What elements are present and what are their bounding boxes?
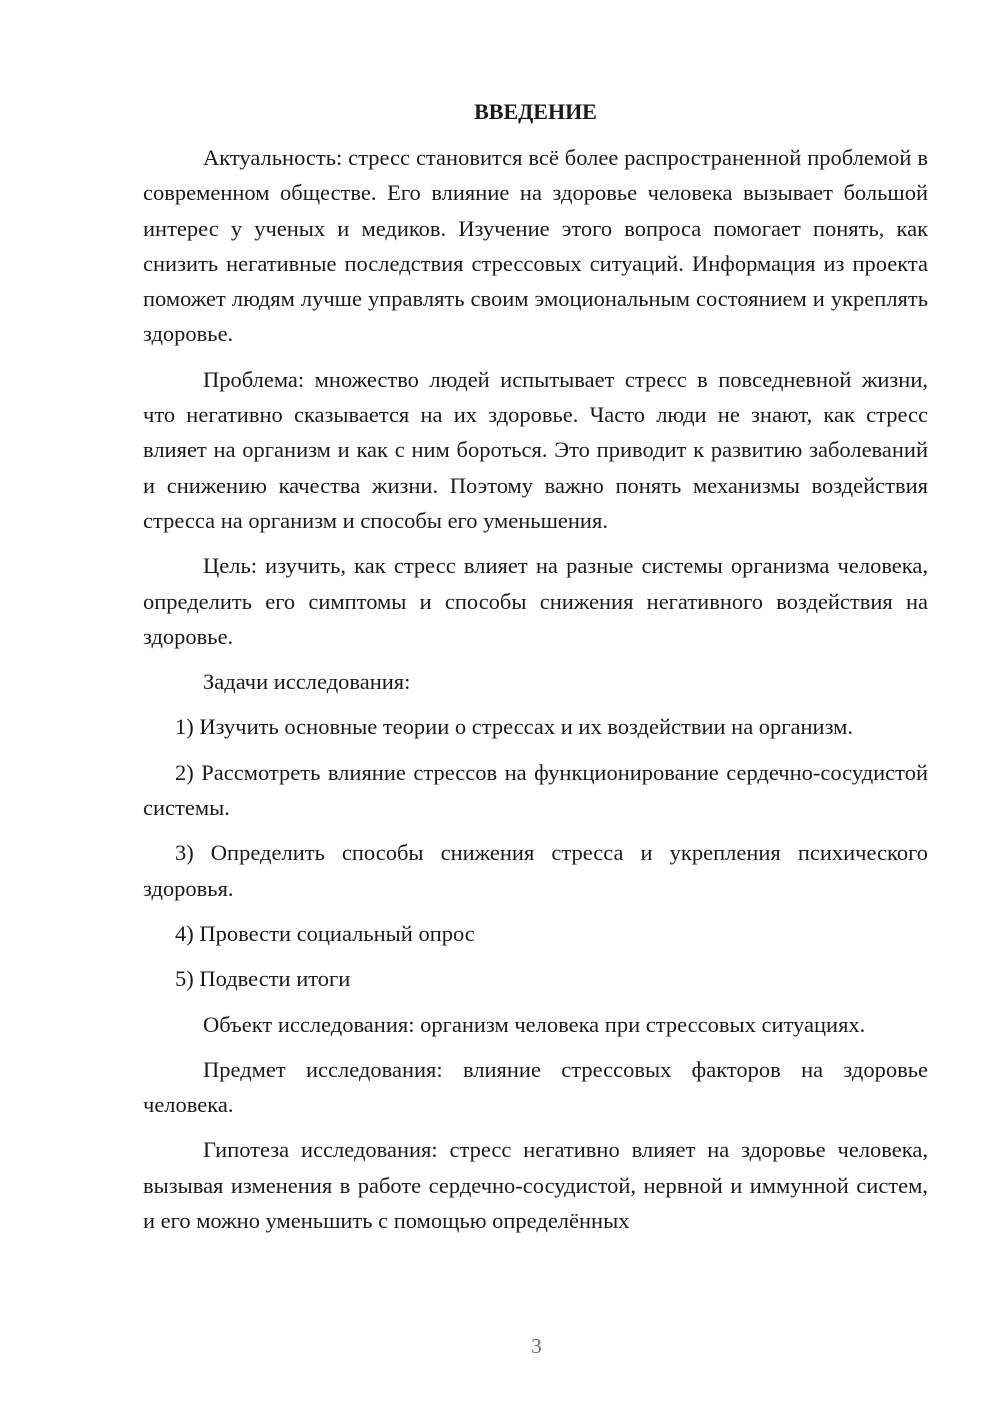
subject-paragraph: Предмет исследования: влияние стрессовых факторов на здоровье человека. (143, 1056, 928, 1118)
task-item-1: 1) Изучить основные теории о стрессах и их воздействии на организм. (175, 714, 854, 740)
object-paragraph: Объект исследования: организм человека при стрессовых ситуациях. (203, 1011, 866, 1037)
relevance-paragraph: Актуальность: стресс становится всё более распространенной проблемой в современном обществе. Его влияние на здоровье человека вызывает большой интерес у ученых и медиков. Изучение этого вопроса помогает понять, как снизить негативные последствия стрессовых ситуаций. Информация из проекта поможет людям лучше управлять своим эмоциональным состоянием и укреплять здоровье. (143, 145, 928, 347)
hypothesis-paragraph: Гипотеза исследования: стресс негативно влияет на здоровье человека, вызывая изменения в работе сердечно-сосудистой, нервной и иммунной систем, и его можно уменьшить с помощью определённых (143, 1137, 928, 1234)
page-content (143, 97, 928, 1248)
goal-paragraph: Цель: изучить, как стресс влияет на разные системы организма человека, определить его симптомы и способы снижения негативного воздействия на здоровье. (143, 553, 928, 649)
task-item-2: 2) Рассмотреть влияние стрессов на функционирование сердечно-сосудистой системы. (143, 759, 928, 821)
section-heading: ВВЕДЕНИЕ (474, 99, 597, 124)
task-item-3: 3) Определить способы снижения стресса и укрепления психического здоровья. (143, 840, 928, 901)
tasks-title: Задачи исследования: (203, 669, 411, 695)
problem-paragraph: Проблема: множество людей испытывает стресс в повседневной жизни, что негативно сказывается на их здоровье. Часто люди не знают, как стресс влияет на организм и как с ним бороться. Это приводит к развитию заболеваний и снижению качества жизни. Поэтому важно понять механизмы воздействия стресса на организм и способы его уменьшения. (143, 366, 928, 533)
task-item-5: 5) Подвести итоги (175, 966, 351, 992)
tasks-list (143, 709, 928, 996)
task-item-4: 4) Провести социальный опрос (175, 920, 475, 946)
page-number: 3 (531, 1334, 542, 1358)
